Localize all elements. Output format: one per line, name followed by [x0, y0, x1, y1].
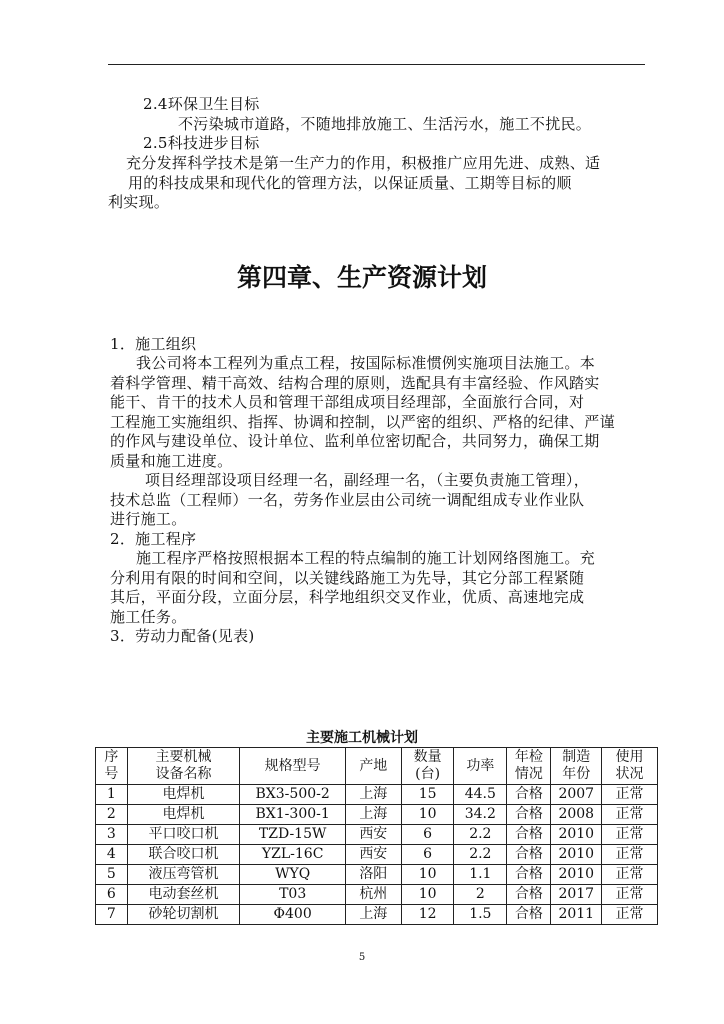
paragraph-line: 我公司将本工程列为重点工程，按国际标准惯例实施项目法施工。本 [136, 354, 596, 372]
cell-index: 7 [96, 905, 128, 925]
cell-model: BX3-500-2 [240, 785, 345, 805]
cell-power: 1.5 [454, 905, 507, 925]
cell-equipment-name: 电焊机 [127, 785, 240, 805]
cell-manufacture-year: 2010 [551, 845, 602, 865]
table-row [96, 865, 658, 885]
cell-inspection: 合格 [507, 805, 551, 825]
cell-manufacture-year: 2017 [551, 885, 602, 905]
paragraph-line: 项目经理部设项目经理一名，副经理一名，（主要负责施工管理）， [145, 471, 590, 489]
page-number: 5 [358, 952, 366, 963]
cell-inspection: 合格 [507, 865, 551, 885]
paragraph-line: 施工任务。 [110, 608, 187, 626]
cell-quantity: 12 [401, 905, 454, 925]
cell-manufacture-year: 2010 [551, 865, 602, 885]
heading-2-5: 2.5科技进步目标 [143, 134, 260, 152]
paragraph-line: 工程施工实施组织、指挥、协调和控制，以严密的组织、严格的纪律、严谨 [110, 413, 615, 431]
cell-model: WYQ [240, 865, 345, 885]
table-row [96, 845, 658, 865]
cell-inspection: 合格 [507, 845, 551, 865]
header-cell-origin: 产地 [345, 748, 401, 785]
table-row [96, 905, 658, 925]
paragraph-line: 进行施工。 [110, 510, 187, 528]
cell-inspection: 合格 [507, 905, 551, 925]
heading-construction-organization: 1．施工组织 [110, 335, 197, 353]
cell-quantity: 15 [401, 785, 454, 805]
cell-model: Φ400 [240, 905, 345, 925]
heading-labor-allocation: 3．劳动力配备(见表) [110, 627, 255, 645]
paragraph-line: 分利用有限的时间和空间，以关键线路施工为先导，其它分部工程紧随 [110, 569, 585, 587]
cell-power: 2.2 [454, 845, 507, 865]
cell-inspection: 合格 [507, 785, 551, 805]
cell-power: 1.1 [454, 865, 507, 885]
cell-power: 2 [454, 885, 507, 905]
table-row [96, 785, 658, 805]
header-cell-manufacture-year: 制造 年份 [551, 748, 602, 785]
table-row [96, 805, 658, 825]
cell-equipment-name: 电焊机 [127, 805, 240, 825]
cell-manufacture-year: 2007 [551, 785, 602, 805]
paragraph-line: 利实现。 [108, 193, 170, 211]
paragraph-line: 不污染城市道路，不随地排放施工、生活污水，施工不扰民。 [178, 115, 592, 133]
cell-index: 5 [96, 865, 128, 885]
cell-equipment-name: 联合咬口机 [127, 845, 240, 865]
paragraph-line: 的作风与建设单位、设计单位、监利单位密切配合，共同努力，确保工期 [110, 432, 600, 450]
cell-usage-status: 正常 [602, 885, 658, 905]
cell-equipment-name: 砂轮切割机 [127, 905, 240, 925]
header-cell-power: 功率 [454, 748, 507, 785]
table-caption: 主要施工机械计划 [306, 730, 418, 746]
cell-inspection: 合格 [507, 825, 551, 845]
paragraph-line: 质量和施工进度。 [110, 452, 233, 470]
table-row [96, 825, 658, 845]
header-cell-index: 序 号 [96, 748, 128, 785]
cell-index: 4 [96, 845, 128, 865]
table-header-row [96, 748, 658, 785]
table-row [96, 885, 658, 905]
paragraph-line: 其后，平面分段，立面分层，科学地组织交叉作业，优质、高速地完成 [110, 588, 585, 606]
paragraph-line: 充分发挥科学技术是第一生产力的作用，积极推广应用先进、成熟、适 [126, 154, 601, 172]
cell-origin: 杭州 [345, 885, 401, 905]
header-rule [108, 64, 645, 65]
cell-origin: 西安 [345, 825, 401, 845]
header-cell-equipment-name: 主要机械 设备名称 [127, 748, 240, 785]
cell-index: 2 [96, 805, 128, 825]
cell-power: 2.2 [454, 825, 507, 845]
cell-usage-status: 正常 [602, 905, 658, 925]
cell-index: 1 [96, 785, 128, 805]
paragraph-line: 施工程序严格按照根据本工程的特点编制的施工计划网络图施工。充 [136, 549, 596, 567]
cell-quantity: 10 [401, 885, 454, 905]
cell-usage-status: 正常 [602, 785, 658, 805]
paragraph-line: 能干、肯干的技术人员和管理干部组成项目经理部，全面旅行合同，对 [110, 393, 585, 411]
cell-quantity: 10 [401, 865, 454, 885]
header-cell-model: 规格型号 [240, 748, 345, 785]
cell-usage-status: 正常 [602, 825, 658, 845]
header-cell-usage-status: 使用 状况 [602, 748, 658, 785]
cell-model: BX1-300-1 [240, 805, 345, 825]
paragraph-line: 技术总监（工程师）一名，劳务作业层由公司统一调配组成专业作业队 [110, 491, 585, 509]
machinery-table [95, 747, 658, 925]
cell-manufacture-year: 2008 [551, 805, 602, 825]
cell-origin: 上海 [345, 785, 401, 805]
cell-origin: 上海 [345, 805, 401, 825]
cell-equipment-name: 液压弯管机 [127, 865, 240, 885]
cell-manufacture-year: 2010 [551, 825, 602, 845]
cell-origin: 西安 [345, 845, 401, 865]
chapter-title: 第四章、生产资源计划 [236, 263, 487, 292]
cell-usage-status: 正常 [602, 805, 658, 825]
cell-quantity: 6 [401, 825, 454, 845]
cell-origin: 洛阳 [345, 865, 401, 885]
paragraph-line: 用的科技成果和现代化的管理方法，以保证质量、工期等目标的顺 [128, 174, 572, 192]
cell-origin: 上海 [345, 905, 401, 925]
header-cell-quantity: 数量 (台) [401, 748, 454, 785]
cell-index: 3 [96, 825, 128, 845]
cell-model: TZD-15W [240, 825, 345, 845]
cell-manufacture-year: 2011 [551, 905, 602, 925]
header-cell-inspection: 年检 情况 [507, 748, 551, 785]
cell-equipment-name: 平口咬口机 [127, 825, 240, 845]
cell-model: YZL-16C [240, 845, 345, 865]
cell-inspection: 合格 [507, 885, 551, 905]
cell-quantity: 6 [401, 845, 454, 865]
heading-2-4: 2.4环保卫生目标 [143, 95, 260, 113]
cell-model: T03 [240, 885, 345, 905]
cell-quantity: 10 [401, 805, 454, 825]
heading-construction-procedure: 2．施工程序 [110, 530, 197, 548]
cell-power: 34.2 [454, 805, 507, 825]
cell-usage-status: 正常 [602, 865, 658, 885]
cell-usage-status: 正常 [602, 845, 658, 865]
cell-power: 44.5 [454, 785, 507, 805]
cell-equipment-name: 电动套丝机 [127, 885, 240, 905]
paragraph-line: 着科学管理、精干高效、结构合理的原则，选配具有丰富经验、作风踏实 [110, 374, 600, 392]
cell-index: 6 [96, 885, 128, 905]
